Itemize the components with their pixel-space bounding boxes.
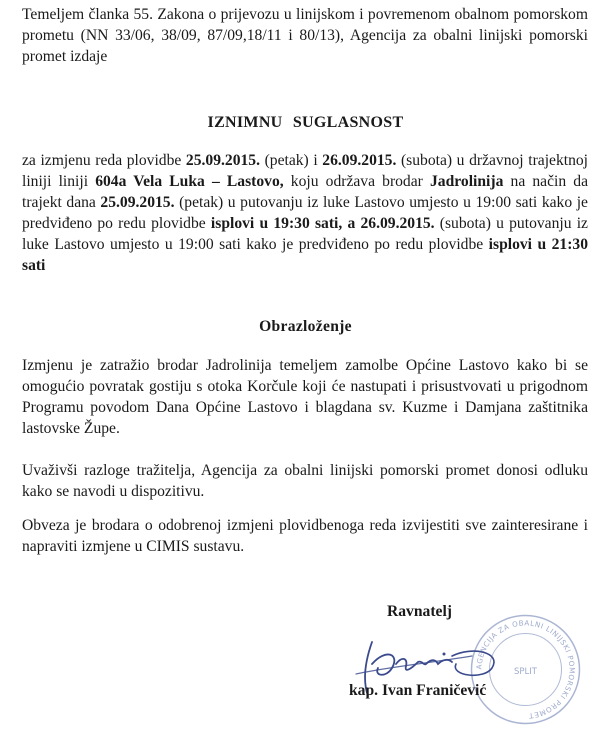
stamp-city-text: SPLIT <box>514 667 537 677</box>
signer-title: Ravnatelj <box>387 603 452 620</box>
decision-text: koju održava brodar <box>283 173 430 190</box>
document-heading: IZNIMNU SUGLASNOST <box>207 114 404 131</box>
decision-text: (petak) i <box>259 152 323 169</box>
decision-text: na način da trajekt dana <box>22 173 589 211</box>
decision-text: (petak) u putovanju iz luke Lastovo umjesto u 19:00 sati kako je predviđeno po redu plovidbe <box>22 194 588 232</box>
reasoning-heading: Obrazloženje <box>259 318 352 335</box>
reasoning-paragraph-1: Izmjenu je zatražio brodar Jadrolinija temeljem zamolbe Općine Lastovo kako bi se omogućio povratak gostiju s otoka Korčule koji će nastupati i prisustvovati u prigodnom Programu povodom Dana Općine Lastovo i blagdana sv. Kuzme i Damjana zaštitnika lastovske Župe. <box>22 357 588 437</box>
decision-date-2: 26.09.2015. <box>322 152 397 169</box>
decision-text: za izmjenu reda plovidbe <box>22 152 186 169</box>
decision-text: (subota) u državnoj trajektnoj liniji liniji <box>22 152 588 190</box>
reasoning-paragraph-2: Uvaživši razloge tražitelja, Agencija za obalni linijski pomorski promet donosi odluku kako se navodi u dispozitivu. <box>22 462 588 500</box>
decision-departure-1: isplovi u 19:30 sati, a 26.09.2015. <box>210 215 435 232</box>
decision-operator: Jadrolinija <box>430 173 504 190</box>
intro-paragraph: Temeljem članka 55. Zakona o prijevozu u linijskom i povremenom obalnom pomorskom prometu (NN 33/06, 38/09, 87/09,18/11 i 80/13), Agencija za obalni linijski pomorski promet izdaje <box>22 6 588 65</box>
decision-text: (subota) u putovanju iz luke Lastovo umjesto u 19:00 sati kako je predviđeno po redu plovidbe <box>22 215 588 253</box>
decision-paragraph <box>22 150 588 276</box>
decision-route: 604a Vela Luka – Lastovo, <box>95 173 284 190</box>
signer-name: kap. Ivan Franičević <box>349 682 487 699</box>
decision-date-3: 25.09.2015. <box>100 194 175 211</box>
stamp-ring-text: AGENCIJA ZA OBALNI LINIJSKI POMORSKI PROMET <box>474 618 577 721</box>
reasoning-paragraph-3: Obveza je brodara o odobrenoj izmjeni plovidbenoga reda izvijestiti sve zainteresirane i napraviti izmjene u CIMIS sustavu. <box>22 517 588 555</box>
decision-departure-2: isplovi u 21:30 sati <box>22 236 588 274</box>
decision-date-1: 25.09.2015. <box>185 152 260 169</box>
